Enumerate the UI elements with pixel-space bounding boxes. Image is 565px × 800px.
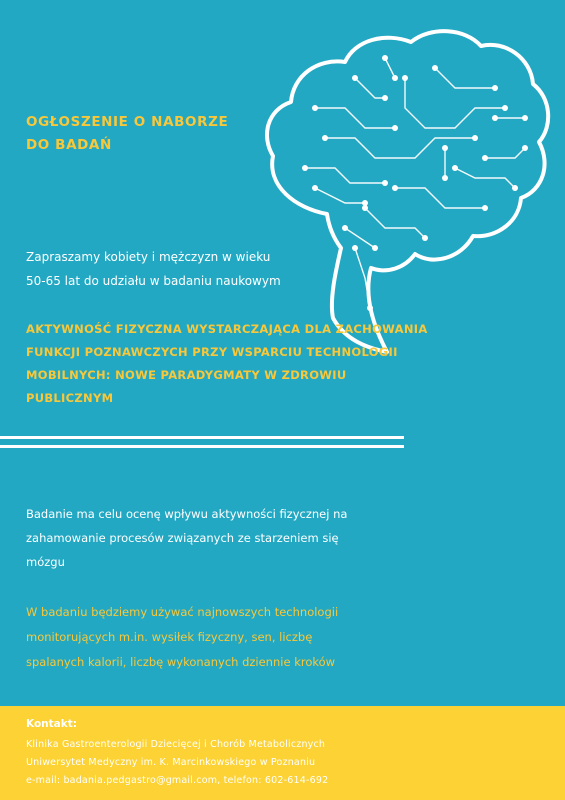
title-line-2: DO BADAŃ bbox=[26, 137, 112, 153]
study-purpose bbox=[26, 502, 426, 574]
contact-university: Uniwersytet Medyczny im. K. Marcinkowskiego w Poznaniu bbox=[26, 757, 316, 768]
divider-top bbox=[0, 436, 404, 439]
purpose-line-1: Badanie ma celu ocenę wpływu aktywności fizycznej na bbox=[26, 507, 348, 521]
invitation-line-1: Zapraszamy kobiety i mężczyzn w wieku bbox=[26, 250, 271, 264]
contact-footer bbox=[0, 706, 565, 800]
title-line-1: OGŁOSZENIE O NABORZE bbox=[26, 114, 229, 130]
study-title-line-4: PUBLICZNYM bbox=[26, 391, 114, 405]
brain-circuit-icon bbox=[255, 18, 555, 358]
study-title bbox=[26, 318, 466, 410]
contact-details[interactable]: e-mail: badania.pedgastro@gmail.com, telefon: 602-614-692 bbox=[26, 775, 329, 786]
purpose-line-2: zahamowanie procesów związanych ze starzeniem się bbox=[26, 531, 339, 545]
study-title-line-1: AKTYWNOŚĆ FIZYCZNA WYSTARCZAJĄCA DLA ZACHOWANIA bbox=[26, 322, 428, 336]
study-title-line-2: FUNKCJI POZNAWCZYCH PRZY WSPARCIU TECHNOLOGII bbox=[26, 345, 398, 359]
purpose-line-3: mózgu bbox=[26, 555, 65, 569]
invitation-text bbox=[26, 245, 356, 293]
technology-info bbox=[26, 600, 426, 675]
divider-bottom bbox=[0, 445, 404, 448]
study-title-line-3: MOBILNYCH: NOWE PARADYGMATY W ZDROWIU bbox=[26, 368, 347, 382]
invitation-line-2: 50-65 lat do udziału w badaniu naukowym bbox=[26, 274, 281, 288]
contact-clinic: Klinika Gastroenterologii Dziecięcej i Chorób Metabolicznych bbox=[26, 739, 326, 750]
contact-label: Kontakt: bbox=[26, 718, 77, 730]
tech-line-1: W badaniu będziemy używać najnowszych technologii bbox=[26, 605, 339, 619]
tech-line-2: monitorujących m.in. wysiłek fizyczny, sen, liczbę bbox=[26, 630, 313, 644]
page-title bbox=[26, 111, 266, 157]
tech-line-3: spalanych kalorii, liczbę wykonanych dziennie kroków bbox=[26, 655, 336, 669]
